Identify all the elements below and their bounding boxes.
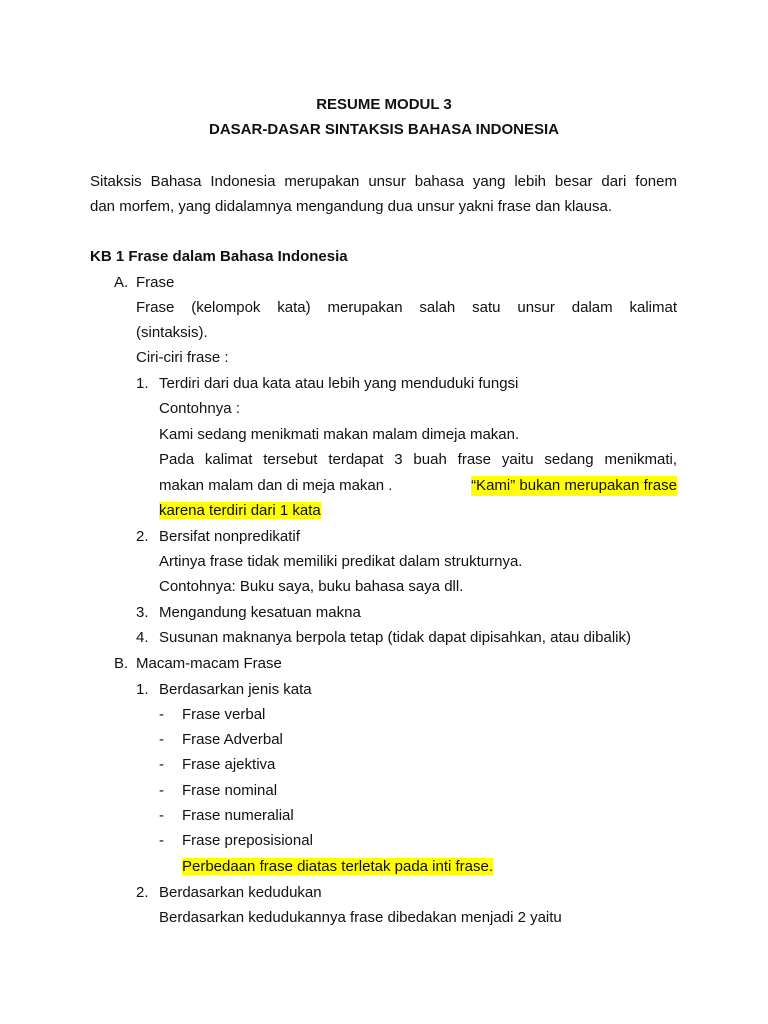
intro-line2: dan morfem, yang didalamnya mengandung dua unsur yakni frase dan klausa. xyxy=(90,198,612,215)
a-item1-expl-line3 xyxy=(159,501,321,521)
section-a-def-line1: Frase (kelompok kata) merupakan salah satu unsur dalam kalimat xyxy=(136,299,677,316)
section-a-marker: A. xyxy=(114,274,129,291)
a-item1-expl-line2 xyxy=(159,476,677,496)
a-item1-title: Terdiri dari dua kata atau lebih yang menduduki fungsi xyxy=(159,375,519,392)
a-item2-line2: Contohnya: Buku saya, buku bahasa saya dll. xyxy=(159,578,464,595)
a-item2-line1: Artinya frase tidak memiliki predikat dalam strukturnya. xyxy=(159,553,523,570)
ciri-label: Ciri-ciri frase : xyxy=(136,349,229,366)
frase-type-item: Frase nominal xyxy=(182,782,278,799)
a-item2-marker: 2. xyxy=(136,528,149,545)
bullet-dash: - xyxy=(159,756,164,773)
a-item2-title: Bersifat nonpredikatif xyxy=(159,528,300,545)
a-item1-expl-line1: Pada kalimat tersebut terdapat 3 buah frase yaitu sedang menikmati, xyxy=(159,451,677,468)
doc-title-line2: DASAR-DASAR SINTAKSIS BAHASA INDONESIA xyxy=(208,121,560,138)
intro-line1: Sitaksis Bahasa Indonesia merupakan unsur bahasa yang lebih besar dari fonem xyxy=(90,173,677,190)
b-item1-marker: 1. xyxy=(136,681,149,698)
kb1-heading: KB 1 Frase dalam Bahasa Indonesia xyxy=(90,248,348,265)
b-item1-title: Berdasarkan jenis kata xyxy=(159,681,312,698)
bullet-dash: - xyxy=(159,807,164,824)
section-a-title: Frase xyxy=(136,274,175,291)
a-item1-example: Kami sedang menikmati makan malam dimeja makan. xyxy=(159,426,520,443)
bullet-dash: - xyxy=(159,706,164,723)
bullet-dash: - xyxy=(159,782,164,799)
a-item1-expl-line2-highlight: “Kami” bukan merupakan frase xyxy=(471,477,677,494)
a-item3-marker: 3. xyxy=(136,604,149,621)
doc-title-line1: RESUME MODUL 3 xyxy=(316,96,452,113)
frase-type-item: Frase verbal xyxy=(182,706,266,723)
section-a-def-line2: (sintaksis). xyxy=(136,324,208,341)
frase-type-item: Frase Adverbal xyxy=(182,731,283,748)
a-item1-contoh-label: Contohnya : xyxy=(159,400,240,417)
a-item4-marker: 4. xyxy=(136,629,149,646)
a-item1-marker: 1. xyxy=(136,375,149,392)
a-item1-expl-line2-plain: makan malam dan di meja makan . xyxy=(159,477,393,494)
b-item1-note xyxy=(182,857,493,877)
section-b-title: Macam-macam Frase xyxy=(136,655,282,672)
b-item2-marker: 2. xyxy=(136,884,149,901)
b-item2-line1: Berdasarkan kedudukannya frase dibedakan menjadi 2 yaitu xyxy=(159,909,562,926)
a-item1-expl-line3-highlight: karena terdiri dari 1 kata xyxy=(159,502,321,519)
a-item4-title: Susunan maknanya berpola tetap (tidak dapat dipisahkan, atau dibalik) xyxy=(159,629,631,646)
b-item1-note-highlight: Perbedaan frase diatas terletak pada inti frase. xyxy=(182,858,494,875)
bullet-dash: - xyxy=(159,832,164,849)
bullet-dash: - xyxy=(159,731,164,748)
section-b-marker: B. xyxy=(114,655,129,672)
a-item3-title: Mengandung kesatuan makna xyxy=(159,604,361,621)
b-item2-title: Berdasarkan kedudukan xyxy=(159,884,322,901)
frase-type-item: Frase preposisional xyxy=(182,832,313,849)
frase-type-item: Frase numeralial xyxy=(182,807,294,824)
frase-type-item: Frase ajektiva xyxy=(182,756,276,773)
